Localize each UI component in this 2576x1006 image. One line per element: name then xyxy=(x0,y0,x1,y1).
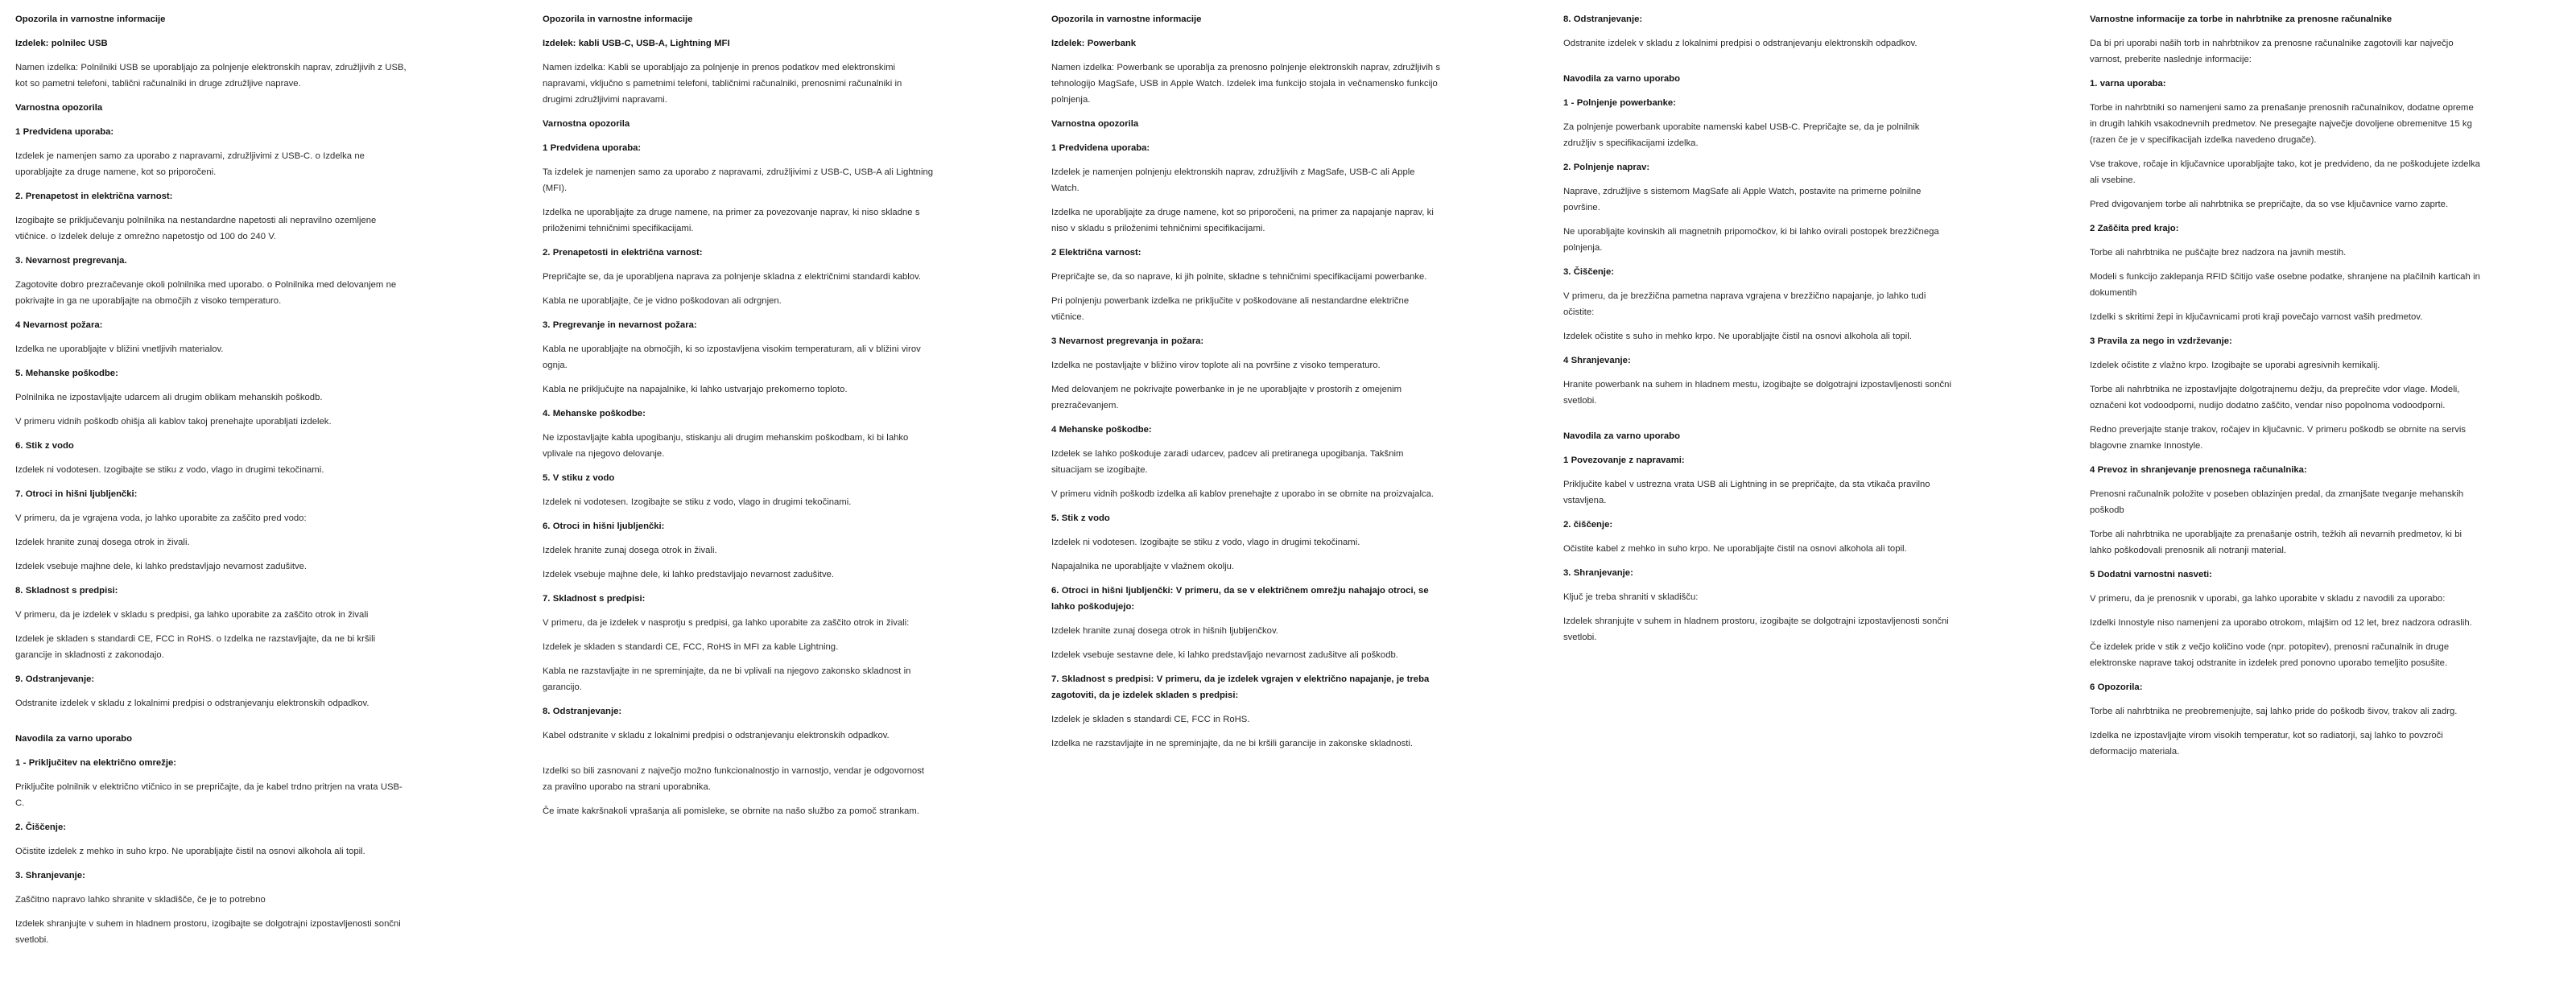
section-heading: 6 Opozorila: xyxy=(2090,682,2143,692)
section-heading: Varnostna opozorila xyxy=(15,103,103,113)
paragraph: Zaščitno napravo lahko shranite v skladišče, če je to potrebno xyxy=(15,895,266,905)
paragraph: Izdelek ni vodotesen. Izogibajte se stiku z vodo, vlago in drugimi tekočinami. xyxy=(15,465,324,475)
column-powerbank-instructions xyxy=(1563,11,1955,653)
paragraph: Izdelek ni vodotesen. Izogibajte se stiku z vodo, vlago in drugimi tekočinami. xyxy=(543,497,852,507)
paragraph: Izdelek je namenjen samo za uporabo z napravami, združljivimi z USB-C. o Izdelka ne uporabljajte za druge namene, kot so priporočeni. xyxy=(15,151,365,177)
paragraph: Ne uporabljajte kovinskih ali magnetnih pripomočkov, ki bi lahko ovirali postopek brezžičnega polnjenja. xyxy=(1563,227,1939,253)
section-heading: 2 Zaščita pred krajo: xyxy=(2090,224,2179,233)
section-heading: 6. Otroci in hišni ljubljenčki: V primeru, da se v električnem omrežju nahajajo otroci, se lahko poškodujejo: xyxy=(1051,586,1429,612)
paragraph: Izdelek je namenjen polnjenju elektronskih naprav, združljivih z MagSafe, USB-C ali Apple Watch. xyxy=(1051,167,1415,193)
paragraph: Izdelek shranjujte v suhem in hladnem prostoru, izogibajte se dolgotrajni izpostavljenosti sončni svetlobi. xyxy=(15,919,401,945)
paragraph: Očistite izdelek z mehko in suho krpo. Ne uporabljajte čistil na osnovi alkohola ali topil. xyxy=(15,847,365,856)
section-heading: 8. Odstranjevanje: xyxy=(543,707,622,716)
paragraph: Prenosni računalnik položite v poseben oblazinjen predal, da zmanjšate tveganje mehanskih poškodb xyxy=(2090,489,2464,515)
section-heading: Navodila za varno uporabo xyxy=(1563,431,1680,441)
section-heading: 7. Skladnost s predpisi: xyxy=(543,594,646,604)
section-heading: 6. Otroci in hišni ljubljenčki: xyxy=(543,522,665,531)
section-heading: 7. Skladnost s predpisi: V primeru, da je izdelek vgrajen v električno napajanje, je treba zagotoviti, da je izdelek skladen s predpisi: xyxy=(1051,674,1430,700)
paragraph: Za polnjenje powerbank uporabite namenski kabel USB-C. Prepričajte se, da je polnilnik združljiv s specifikacijami izdelka. xyxy=(1563,122,1920,148)
paragraph: Ne izpostavljajte kabla upogibanju, stiskanju ali drugim mehanskim poškodbam, ki bi lahko vplivale na njegovo delovanje. xyxy=(543,433,909,459)
paragraph: Namen izdelka: Polnilniki USB se uporabljajo za polnjenje elektronskih naprav, združljivih z USB, kot so pametni telefoni, tablični računalniki in druge združljive naprave. xyxy=(15,63,407,89)
paragraph: Izdelka ne uporabljajte za druge namene, na primer za povezovanje naprav, ki niso skladne s priloženimi tehničnimi specifikacijami. xyxy=(543,208,920,233)
paragraph: Zagotovite dobro prezračevanje okoli polnilnika med uporabo. o Polnilnika med delovanjem ne pokrivajte in ga ne uporabljajte na območjih z visoko temperaturo. xyxy=(15,280,397,306)
section-heading: 8. Odstranjevanje: xyxy=(1563,14,1643,24)
paragraph: Izdelek ni vodotesen. Izogibajte se stiku z vodo, vlago in drugimi tekočinami. xyxy=(1051,538,1360,547)
section-heading: 1 Predvidena uporaba: xyxy=(543,143,642,153)
paragraph: Pri polnjenju powerbank izdelka ne priključite v poškodovane ali nestandardne električne vtičnice. xyxy=(1051,296,1410,322)
paragraph: Izdelek očistite s suho in mehko krpo. Ne uporabljajte čistil na osnovi alkohola ali topil. xyxy=(1563,332,1912,341)
paragraph: Da bi pri uporabi naših torb in nahrbtnikov za prenosne računalnike zagotovili kar največjo varnost, preberite naslednje informacije: xyxy=(2090,39,2454,64)
section-heading: 3 Nevarnost pregrevanja in požara: xyxy=(1051,336,1204,346)
section-heading: 4 Mehanske poškodbe: xyxy=(1051,425,1152,435)
paragraph: Izdelek hranite zunaj dosega otrok in živali. xyxy=(15,538,190,547)
section-heading: Navodila za varno uporabo xyxy=(15,734,132,744)
section-heading: 2. Prenapetost in električna varnost: xyxy=(15,192,173,201)
paragraph: Odstranite izdelek v skladu z lokalnimi predpisi o odstranjevanju elektronskih odpadkov. xyxy=(15,699,369,708)
section-heading: Izdelek: Powerbank xyxy=(1051,39,1137,48)
paragraph: Priključite kabel v ustrezna vrata USB ali Lightning in se prepričajte, da sta vtikača pravilno vstavljena. xyxy=(1563,480,1930,505)
paragraph: V primeru, da je izdelek v nasprotju s predpisi, ga lahko uporabite za zaščito otrok in živali: xyxy=(543,618,910,628)
paragraph: Med delovanjem ne pokrivajte powerbanke in je ne uporabljajte v prostorih z omejenim prezračevanjem. xyxy=(1051,385,1402,410)
section-heading: Varnostne informacije za torbe in nahrbtnike za prenosne računalnike xyxy=(2090,14,2392,24)
section-heading: 1 - Polnjenje powerbanke: xyxy=(1563,98,1676,108)
paragraph: Torbe ali nahrbtnika ne izpostavljajte dolgotrajnemu dežju, da preprečite vdor vlage. Modeli, označeni kot vodoodporni, nudijo dodatno zaščito, vendar niso popolnoma vodoodporni. xyxy=(2090,385,2460,410)
paragraph: Namen izdelka: Powerbank se uporablja za prenosno polnjenje elektronskih naprav, združljivih s tehnologijo MagSafe, USB in Apple Watch. Izdelek ima funkcijo stojala in večnamensko funkcijo polnjenja. xyxy=(1051,63,1441,105)
section-heading: 5. Stik z vodo xyxy=(1051,513,1110,523)
paragraph: Torbe ali nahrbtnika ne preobremenjujte, saj lahko pride do poškodb šivov, trakov ali zadrg. xyxy=(2090,707,2458,716)
section-heading: 3. Shranjevanje: xyxy=(15,871,85,880)
paragraph: Naprave, združljive s sistemom MagSafe ali Apple Watch, postavite na primerne polnilne površine. xyxy=(1563,187,1922,212)
paragraph: Hranite powerbank na suhem in hladnem mestu, izogibajte se dolgotrajni izpostavljenosti sončni svetlobi. xyxy=(1563,380,1951,406)
section-heading: 1 Povezovanje z napravami: xyxy=(1563,456,1685,465)
paragraph: Če imate kakršnakoli vprašanja ali pomisleke, se obrnite na našo službo za pomoč strankam. xyxy=(543,806,919,816)
section-heading: 2. Polnjenje naprav: xyxy=(1563,163,1650,172)
column-usb-charger xyxy=(15,11,407,956)
paragraph: Če izdelek pride v stik z večjo količino vode (npr. potopitev), prenosni računalnik in druge elektronske naprave takoj odstranite in izdelek pred ponovno uporabo temeljito posušite. xyxy=(2090,642,2450,668)
section-heading: Izdelek: polnilec USB xyxy=(15,39,108,48)
paragraph: Izdelek je skladen s standardi CE, FCC in RoHS. o Izdelka ne razstavljajte, da ne bi kršili garancije in skladnosti z zakonodajo. xyxy=(15,634,376,660)
column-powerbank xyxy=(1051,11,1443,760)
section-heading: 9. Odstranjevanje: xyxy=(15,674,95,684)
paragraph: V primeru, da je izdelek v skladu s predpisi, ga lahko uporabite za zaščito otrok in živali xyxy=(15,610,369,620)
paragraph: Kabla ne priključujte na napajalnike, ki lahko ustvarjajo prekomerno toploto. xyxy=(543,385,848,394)
section-heading: Varnostna opozorila xyxy=(1051,119,1139,129)
paragraph: Kabla ne razstavljajte in ne spreminjajte, da ne bi vplivali na njegovo zakonsko skladnost in garancijo. xyxy=(543,666,911,692)
section-heading: 3. Čiščenje: xyxy=(1563,267,1614,277)
paragraph: Vse trakove, ročaje in ključavnice uporabljajte tako, kot je predvideno, da ne poškodujete izdelka ali vsebine. xyxy=(2090,159,2480,185)
paragraph: Izdelki Innostyle niso namenjeni za uporabo otrokom, mlajšim od 12 let, brez nadzora odraslih. xyxy=(2090,618,2472,628)
paragraph: V primeru, da je vgrajena voda, jo lahko uporabite za zaščito pred vodo: xyxy=(15,513,307,523)
section-heading: 4 Nevarnost požara: xyxy=(15,320,103,330)
section-heading: 4 Shranjevanje: xyxy=(1563,356,1631,365)
paragraph: Prepričajte se, da so naprave, ki jih polnite, skladne s tehničnimi specifikacijami powerbanke. xyxy=(1051,272,1427,282)
section-heading: Opozorila in varnostne informacije xyxy=(543,14,693,24)
section-heading: 1 - Priključitev na električno omrežje: xyxy=(15,758,177,768)
section-heading: 4 Prevoz in shranjevanje prenosnega računalnika: xyxy=(2090,465,2307,475)
section-heading: 1 Predvidena uporaba: xyxy=(15,127,114,137)
section-heading: 5. Mehanske poškodbe: xyxy=(15,369,118,378)
paragraph: Torbe in nahrbtniki so namenjeni samo za prenašanje prenosnih računalnikov, dodatne opreme in drugih lahkih vsakodnevnih predmetov. Ne presegajte največje dovoljene obremenitve 15 kg (razen če je v specifikacijah izdelka navedeno drugače). xyxy=(2090,103,2474,145)
paragraph: Torbe ali nahrbtnika ne uporabljajte za prenašanje ostrih, težkih ali nevarnih predmetov, ki bi lahko poškodovali prenosnik ali notranji material. xyxy=(2090,530,2462,555)
paragraph: V primeru vidnih poškodb izdelka ali kablov prenehajte z uporabo in se obrnite na proizvajalca. xyxy=(1051,489,1435,499)
paragraph: V primeru, da je prenosnik v uporabi, ga lahko uporabite v skladu z navodili za uporabo: xyxy=(2090,594,2446,604)
paragraph: Izdelka ne razstavljajte in ne spreminjajte, da ne bi kršili garancije in zakonske skladnosti. xyxy=(1051,739,1414,748)
section-heading: 3. Nevarnost pregrevanja. xyxy=(15,256,127,266)
paragraph: Ključ je treba shraniti v skladišču: xyxy=(1563,592,1699,602)
paragraph: Izdelek je skladen s standardi CE, FCC, RoHS in MFI za kable Lightning. xyxy=(543,642,839,652)
section-heading: 2. Prenapetosti in električna varnost: xyxy=(543,248,703,258)
paragraph: Polnilnika ne izpostavljajte udarcem ali drugim oblikam mehanskih poškodb. xyxy=(15,393,323,402)
section-heading: 1 Predvidena uporaba: xyxy=(1051,143,1150,153)
paragraph: Izdelek hranite zunaj dosega otrok in živali. xyxy=(543,546,717,555)
paragraph: Odstranite izdelek v skladu z lokalnimi predpisi o odstranjevanju elektronskih odpadkov. xyxy=(1563,39,1918,48)
paragraph: Izdelek je skladen s standardi CE, FCC in RoHS. xyxy=(1051,715,1250,724)
section-heading: 3. Pregrevanje in nevarnost požara: xyxy=(543,320,697,330)
paragraph: Torbe ali nahrbtnika ne puščajte brez nadzora na javnih mestih. xyxy=(2090,248,2347,258)
section-heading: Opozorila in varnostne informacije xyxy=(15,14,166,24)
section-heading: Opozorila in varnostne informacije xyxy=(1051,14,1202,24)
section-heading: Varnostna opozorila xyxy=(543,119,630,129)
section-heading: 5. V stiku z vodo xyxy=(543,473,615,483)
section-heading: 2. Čiščenje: xyxy=(15,823,66,832)
section-heading: 2 Električna varnost: xyxy=(1051,248,1141,258)
paragraph: Izdelki so bili zasnovani z največjo možno funkcionalnostjo in varnostjo, vendar je odgovornost za pravilno uporabo na strani uporabnika. xyxy=(543,766,924,792)
section-heading: 5 Dodatni varnostni nasveti: xyxy=(2090,570,2212,579)
paragraph: Kabel odstranite v skladu z lokalnimi predpisi o odstranjevanju elektronskih odpadkov. xyxy=(543,731,890,740)
column-laptop-bags xyxy=(2090,11,2481,768)
section-heading: 2. čiščenje: xyxy=(1563,520,1613,530)
column-cables xyxy=(543,11,934,827)
paragraph: Napajalnika ne uporabljajte v vlažnem okolju. xyxy=(1051,562,1235,571)
section-heading: 3 Pravila za nego in vzdrževanje: xyxy=(2090,336,2232,346)
paragraph: Izdelek očistite z vlažno krpo. Izogibajte se uporabi agresivnih kemikalij. xyxy=(2090,361,2380,370)
paragraph: V primeru vidnih poškodb ohišja ali kablov takoj prenehajte uporabljati izdelek. xyxy=(15,417,332,427)
section-heading: 4. Mehanske poškodbe: xyxy=(543,409,646,418)
paragraph: Izdelek se lahko poškoduje zaradi udarcev, padcev ali pretiranega upogibanja. Takšnim situacijam se izogibajte. xyxy=(1051,449,1404,475)
paragraph: Izdelka ne uporabljajte v bližini vnetljivih materialov. xyxy=(15,344,224,354)
paragraph: Izdelek vsebuje majhne dele, ki lahko predstavljajo nevarnost zadušitve. xyxy=(15,562,308,571)
paragraph: Izdelek vsebuje sestavne dele, ki lahko predstavljajo nevarnost zadušitve ali poškodb. xyxy=(1051,650,1398,660)
paragraph: Izdelki s skritimi žepi in ključavnicami proti kraji povečajo varnost vaših predmetov. xyxy=(2090,312,2423,322)
paragraph: Izdelek vsebuje majhne dele, ki lahko predstavljajo nevarnost zadušitve. xyxy=(543,570,835,579)
paragraph: Izdelek shranjujte v suhem in hladnem prostoru, izogibajte se dolgotrajni izpostavljenosti sončni svetlobi. xyxy=(1563,616,1949,642)
paragraph: Izdelka ne postavljajte v bližino virov toplote ali na površine z visoko temperaturo. xyxy=(1051,361,1381,370)
paragraph: V primeru, da je brezžična pametna naprava vgrajena v brezžično napajanje, jo lahko tudi očistite: xyxy=(1563,291,1926,317)
paragraph: Redno preverjajte stanje trakov, ročajev in ključavnic. V primeru poškodb se obrnite na servis blagovne znamke Innostyle. xyxy=(2090,425,2467,451)
section-heading: 7. Otroci in hišni ljubljenčki: xyxy=(15,489,138,499)
section-heading: Navodila za varno uporabo xyxy=(1563,74,1680,84)
paragraph: Pred dvigovanjem torbe ali nahrbtnika se prepričajte, da so vse ključavnice varno zaprte. xyxy=(2090,200,2449,209)
paragraph: Prepričajte se, da je uporabljena naprava za polnjenje skladna z električnimi standardi kablov. xyxy=(543,272,922,282)
paragraph: Namen izdelka: Kabli se uporabljajo za polnjenje in prenos podatkov med elektronskimi napravami, vključno s pametnimi telefoni, tabličnimi računalniki, prenosnimi računalniki in drugimi združljivimi napravami. xyxy=(543,63,902,105)
paragraph: Izdelek hranite zunaj dosega otrok in hišnih ljubljenčkov. xyxy=(1051,626,1278,636)
section-heading: Izdelek: kabli USB-C, USB-A, Lightning MFI xyxy=(543,39,730,48)
paragraph: Izogibajte se priključevanju polnilnika na nestandardne napetosti ali nepravilno ozemljene vtičnice. o Izdelek deluje z omrežno napetostjo od 100 do 240 V. xyxy=(15,216,377,241)
paragraph: Modeli s funkcijo zaklepanja RFID ščitijo vaše osebne podatke, shranjene na plačilnih karticah in dokumentih xyxy=(2090,272,2480,298)
paragraph: Izdelka ne izpostavljajte virom visokih temperatur, kot so radiatorji, saj lahko to povzroči deformacijo materiala. xyxy=(2090,731,2443,757)
paragraph: Ta izdelek je namenjen samo za uporabo z napravami, združljivimi z USB-C, USB-A ali Lightning (MFI). xyxy=(543,167,934,193)
paragraph: Priključite polnilnik v električno vtičnico in se prepričajte, da je kabel trdno pritrjen na vrata USB-C. xyxy=(15,782,402,808)
paragraph: Kabla ne uporabljajte, če je vidno poškodovan ali odrgnjen. xyxy=(543,296,782,306)
paragraph: Izdelka ne uporabljajte za druge namene, kot so priporočeni, na primer za napajanje naprav, ki niso v skladu s priloženimi tehničnimi specifikacijami. xyxy=(1051,208,1434,233)
section-heading: 1. varna uporaba: xyxy=(2090,79,2166,89)
section-heading: 6. Stik z vodo xyxy=(15,441,74,451)
paragraph: Kabla ne uporabljajte na območjih, ki so izpostavljena visokim temperaturam, ali v bližini virov ognja. xyxy=(543,344,921,370)
section-heading: 3. Shranjevanje: xyxy=(1563,568,1633,578)
paragraph: Očistite kabel z mehko in suho krpo. Ne uporabljajte čistil na osnovi alkohola ali topil. xyxy=(1563,544,1907,554)
section-heading: 8. Skladnost s predpisi: xyxy=(15,586,118,596)
